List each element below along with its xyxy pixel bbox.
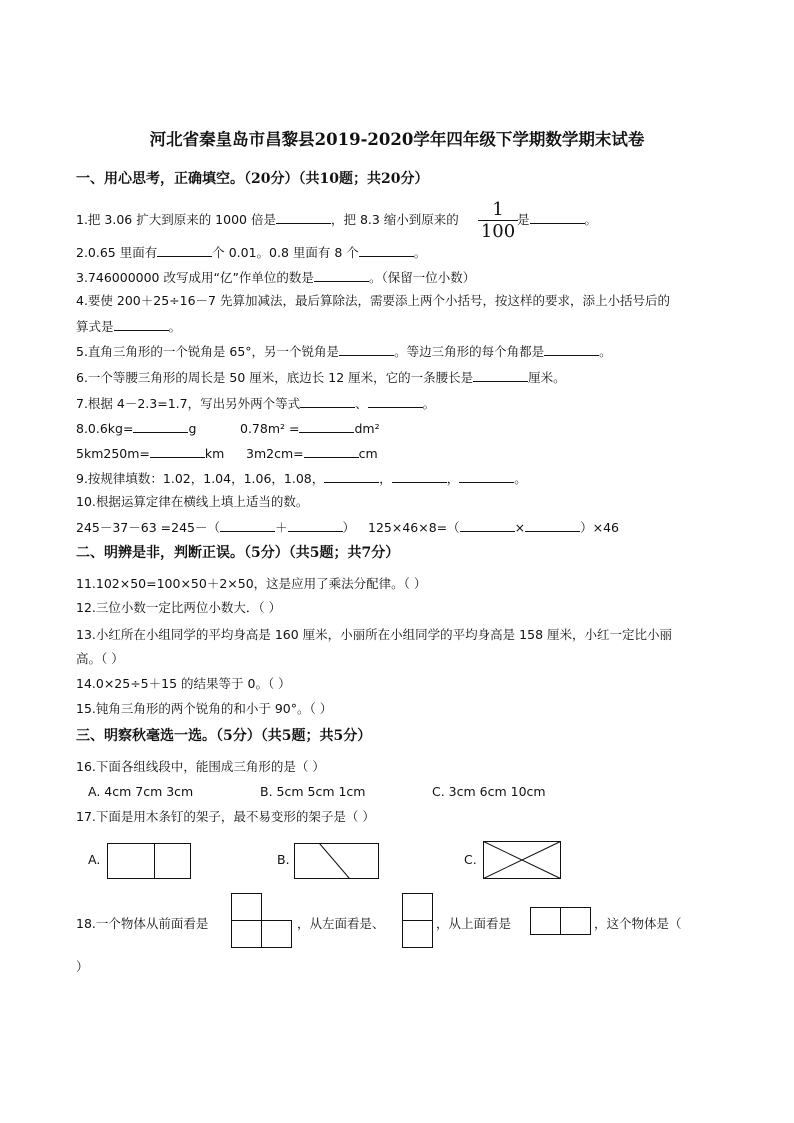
question-8-row-1b [240,420,380,437]
answer-blank[interactable] [299,420,354,433]
answer-blank[interactable] [544,343,599,356]
q5-text-c: 。 [599,344,612,359]
option-b[interactable]: B. [277,852,290,867]
q10-text-b1: 125×46×8=（ [368,520,460,535]
answer-blank[interactable] [150,445,205,458]
q3-text-b: 。（保留一位小数） [368,270,476,285]
fraction-numerator: 1 [492,199,504,220]
option-a[interactable]: A. [88,852,101,867]
q6-text-b: 厘米。 [528,370,566,385]
frame-a-figure [107,843,191,879]
question-15: 15.钝角三角形的两个锐角的和小于 90°。（ ） [76,701,333,716]
q5-text-a: 5.直角三角形的一个锐角是 65°，另一个锐角是 [76,344,340,359]
question-14: 14.0×25÷5＋15 的结果等于 0。（ ） [76,676,291,691]
q10-text-a2: ＋ [274,520,288,535]
question-1 [76,211,459,228]
question-4-line-1: 4.要使 200＋25÷16－7 先算加减法，最后算除法，需要添上两个小括号，按这样的要求，添上小括号后的 [76,293,670,308]
answer-blank[interactable] [157,244,212,257]
question-1-tail [517,211,597,228]
frame-c-figure [483,841,561,879]
q8-text-a2: g [188,421,197,436]
question-17: 17.下面是用木条钉的架子，最不易变形的架子是（ ） [76,809,375,824]
question-10-part-a [76,519,355,536]
question-4-line-2 [76,318,181,335]
q8-text-a1: 8.0.6kg= [76,421,134,436]
question-9 [76,470,527,487]
question-10: 10.根据运算定律在横线上填上适当的数。 [76,494,309,509]
question-12: 12.三位小数一定比两位小数大．（ ） [76,600,282,615]
answer-blank[interactable] [392,470,447,483]
q1-text-c: 是 [517,212,530,227]
question-18-d: ，这个物体是（ [594,916,682,931]
answer-blank[interactable] [460,519,515,532]
q8-text-b1: 0.78m² = [240,421,300,436]
q10-text-b2: × [514,520,526,535]
q7-text-b: 、 [355,396,368,411]
q9-separator: ， [379,471,392,486]
q4-text-b: 。 [168,319,182,334]
question-8-row-2a [76,445,224,462]
question-11: 11.102×50=100×50＋2×50，这是应用了乘法分配律。（ ） [76,576,427,591]
option-b[interactable]: B. 5cm 5cm 1cm [260,784,366,799]
answer-blank[interactable] [359,244,414,257]
question-6 [76,369,566,386]
option-c[interactable]: C. [464,852,477,867]
question-3 [76,269,475,286]
q10-text-a1: 245－37－63 =245－（ [76,520,220,535]
question-8-row-1a [76,420,196,437]
q9-text-a: 9.按规律填数：1.02，1.04，1.06，1.08， [76,471,325,486]
answer-blank[interactable] [525,519,580,532]
question-2 [76,244,426,261]
question-13-line-1: 13.小红所在小组同学的平均身高是 160 厘米，小丽所在小组同学的平均身高是 158 厘米，小红一定比小丽 [76,627,672,642]
q8-text-b2: dm² [354,421,380,436]
q2-text-c: 。 [413,245,427,260]
q8-text-c1: 5km250m= [76,446,150,461]
answer-blank[interactable] [459,470,514,483]
question-7 [76,395,435,412]
q7-text-a: 7.根据 4－2.3=1.7，写出另外两个等式 [76,396,301,411]
q2-text-a: 2.0.65 里面有 [76,245,158,260]
left-view-figure [402,893,434,949]
question-18-e: ） [76,959,89,974]
answer-blank[interactable] [288,519,343,532]
question-18-a: 18.一个物体从前面看是 [76,916,209,931]
answer-blank[interactable] [314,269,369,282]
q7-text-c: 。 [422,396,436,411]
q2-text-b: 个 0.01。0.8 里面有 8 个 [212,245,359,260]
answer-blank[interactable] [133,420,188,433]
q9-separator: ， [446,471,460,486]
q10-text-b3: ）×46 [580,520,620,535]
fraction-1-100 [478,200,518,241]
answer-blank[interactable] [300,395,355,408]
q8-text-d1: 3m2cm= [246,446,304,461]
answer-blank[interactable] [324,470,379,483]
question-18-b: ，从左面看是、 [297,916,385,931]
question-5 [76,343,612,360]
question-8-row-2b [246,445,378,462]
q5-text-b: 。等边三角形的每个角都是 [394,344,545,359]
section-heading-1: 一、用心思考，正确填空。（20分）（共10题；共20分） [76,171,429,187]
fraction-denominator: 100 [480,221,516,242]
question-13-line-2: 高。（ ） [76,651,124,666]
q8-text-d2: cm [358,446,378,461]
answer-blank[interactable] [220,519,275,532]
option-a[interactable]: A. 4cm 7cm 3cm [88,784,194,799]
q10-text-a3: ） [342,520,356,535]
question-10-part-b [368,519,619,536]
q8-text-c2: km [204,446,225,461]
page-title: 河北省秦皇岛市昌黎县2019-2020学年四年级下学期数学期末试卷 [149,130,645,149]
section-heading-2: 二、明辨是非，判断正误。（5分）（共5题；共7分） [76,545,400,561]
answer-blank[interactable] [339,343,394,356]
answer-blank[interactable] [473,369,528,382]
q6-text-a: 6.一个等腰三角形的周长是 50 厘米，底边长 12 厘米，它的一条腰长是 [76,370,474,385]
option-c[interactable]: C. 3cm 6cm 10cm [432,784,546,799]
answer-blank[interactable] [114,318,169,331]
q1-text-b: ，把 8.3 缩小到原来的 [330,212,459,227]
frame-b-figure [294,843,379,879]
q1-text-a: 1.把 3.06 扩大到原来的 1000 倍是 [76,212,276,227]
answer-blank[interactable] [530,211,585,224]
q4-text-a: 算式是 [76,319,114,334]
section-heading-3: 三、明察秋毫选一选。（5分）（共5题；共5分） [76,728,372,744]
answer-blank[interactable] [368,395,423,408]
front-view-figure [231,893,293,949]
q3-text-a: 3.746000000 改写成用“亿”作单位的数是 [76,270,314,285]
question-16: 16.下面各组线段中，能围成三角形的是（ ） [76,759,325,774]
answer-blank[interactable] [304,445,359,458]
q1-text-d: 。 [584,212,598,227]
q9-end: 。 [514,471,527,486]
top-view-figure [530,907,592,936]
question-18-c: ，从上面看是 [436,916,512,931]
answer-blank[interactable] [276,211,331,224]
